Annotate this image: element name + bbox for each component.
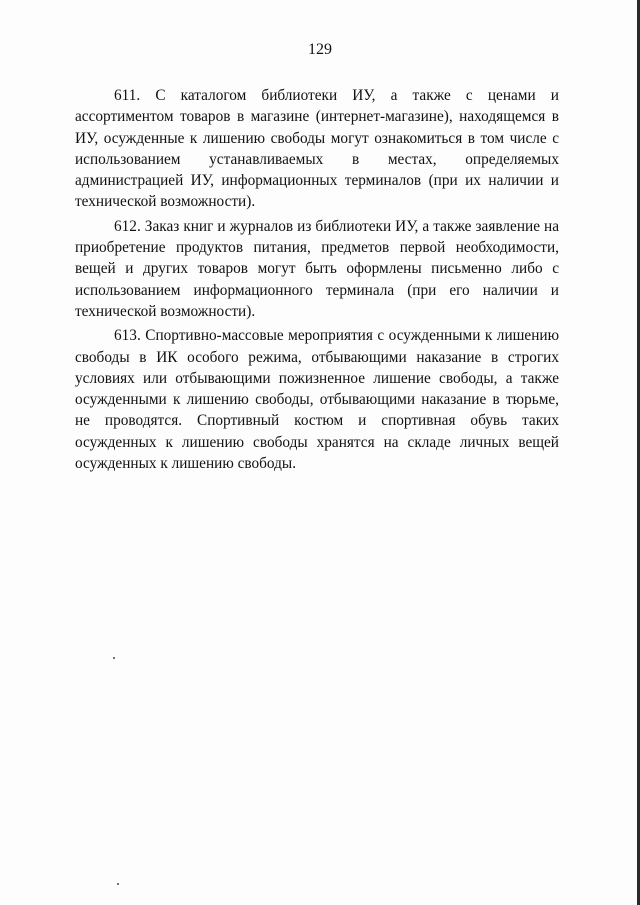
paragraph-613: 613. Спортивно-массовые мероприятия с осужденными к лишению свободы в ИК особого режима, отбывающими наказание в строгих условиях или отбывающими пожизненное лишение свободы, а также осужденными к лишению свободы, отбывающими наказание в тюрьме, не проводятся. Спортивный костюм и спортивная обувь таких осужденных к лишению свободы хранятся на складе личных вещей осужденных к лишению свободы. [75, 327, 559, 473]
scan-speck [117, 883, 119, 885]
paragraph-612: 612. Заказ книг и журналов из библиотеки ИУ, а также заявление на приобретение продуктов питания, предметов первой необходимости, вещей и других товаров могут быть оформлены письменно либо с использованием информационного терминала (при его наличии и технической возможности). [75, 217, 559, 320]
paragraph-611: 611. С каталогом библиотеки ИУ, а также с ценами и ассортиментом товаров в магазине (интернет-магазине), находящемся в ИУ, осужденные к лишению свободы могут ознакомиться в том числе с использованием устанавливаемых в местах, определяемых администрацией ИУ, информационных терминалов (при их наличии и технической возможности). [75, 87, 559, 211]
document-body [75, 85, 559, 477]
page-number: 129 [308, 41, 332, 58]
scan-speck [113, 657, 115, 659]
